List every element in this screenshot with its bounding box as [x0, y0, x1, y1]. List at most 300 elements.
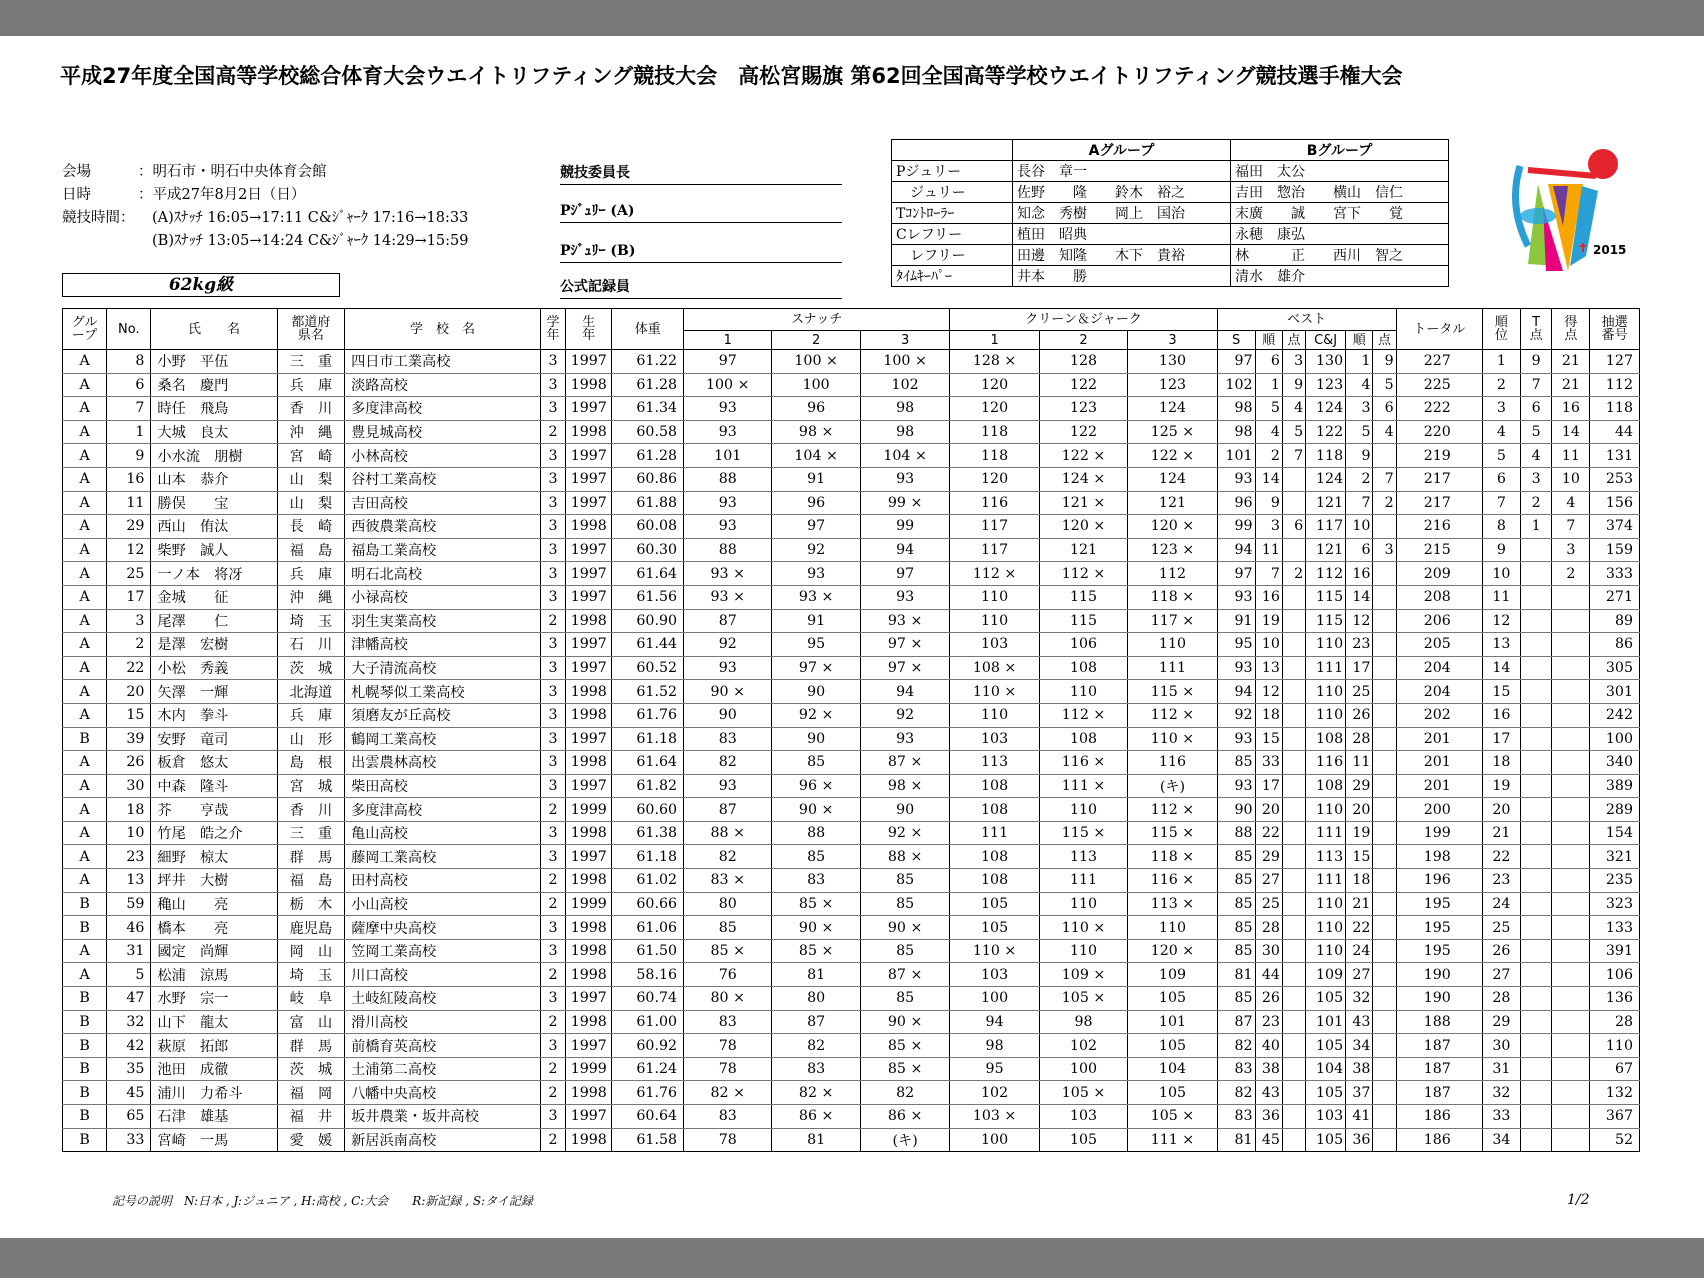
cell-best-s: 90 — [1217, 798, 1255, 822]
cell-best-s-pt — [1282, 892, 1305, 916]
cell-best-s-pt — [1282, 916, 1305, 940]
cell-tpt — [1520, 1010, 1552, 1034]
cell-snatch-3: 97 × — [860, 633, 949, 657]
cell-total: 200 — [1396, 798, 1482, 822]
cell-born: 1997 — [566, 845, 612, 869]
cell-cj-2: 115 — [1039, 585, 1127, 609]
cell-total: 195 — [1396, 916, 1482, 940]
cell-best-cj: 110 — [1306, 892, 1346, 916]
cell-cj-2: 110 — [1039, 680, 1127, 704]
cell-cj-1: 108 — [950, 845, 1039, 869]
table-row — [63, 821, 1640, 845]
cell-best-s-rank: 19 — [1255, 609, 1282, 633]
cell-born: 1997 — [566, 987, 612, 1011]
cell-draw: 235 — [1590, 869, 1640, 893]
cell-grade: 3 — [540, 987, 565, 1011]
cell-pref: 茨 城 — [277, 656, 344, 680]
cell-total: 217 — [1396, 491, 1482, 515]
cell-best-s-pt: 7 — [1282, 444, 1305, 468]
cell-rank: 10 — [1482, 562, 1520, 586]
cell-score — [1552, 892, 1590, 916]
cell-total: 186 — [1396, 1105, 1482, 1129]
cell-best-cj-pt — [1373, 798, 1396, 822]
table-row — [63, 798, 1640, 822]
cell-cj-1: 120 — [950, 467, 1039, 491]
cell-tpt — [1520, 1034, 1552, 1058]
cell-best-cj-pt — [1373, 703, 1396, 727]
cell-pref: 香 川 — [277, 798, 344, 822]
cell-draw: 391 — [1590, 939, 1640, 963]
cell-cj-1: 110 — [950, 609, 1039, 633]
cell-best-cj-rank: 28 — [1346, 727, 1373, 751]
logo-year: 2015 — [1593, 243, 1627, 257]
cell-snatch-1: 78 — [684, 1128, 772, 1152]
cell-draw: 154 — [1590, 821, 1640, 845]
cell-cj-1: 108 — [950, 774, 1039, 798]
cell-snatch-3: 97 — [860, 562, 949, 586]
cell-tpt — [1520, 562, 1552, 586]
cell-grade: 3 — [540, 656, 565, 680]
cell-best-s-rank: 12 — [1255, 680, 1282, 704]
cell-best-s: 85 — [1217, 869, 1255, 893]
cell-no: 32 — [107, 1010, 151, 1034]
cell-rank: 8 — [1482, 515, 1520, 539]
cell-draw: 156 — [1590, 491, 1640, 515]
cell-school: 須磨友が丘高校 — [345, 703, 541, 727]
cell-grade: 3 — [540, 397, 565, 421]
cell-snatch-1: 93 — [684, 774, 772, 798]
cell-best-cj-pt — [1373, 869, 1396, 893]
cell-best-s-rank: 16 — [1255, 585, 1282, 609]
cell-school: 西彼農業高校 — [345, 515, 541, 539]
cell-best-cj-pt — [1373, 633, 1396, 657]
cell-snatch-2: 81 — [772, 963, 860, 987]
cell-best-s-rank: 28 — [1255, 916, 1282, 940]
cell-born: 1997 — [566, 467, 612, 491]
cell-best-s: 82 — [1217, 1034, 1255, 1058]
cell-born: 1998 — [566, 939, 612, 963]
jury-role: レフリー — [892, 245, 1013, 266]
cell-school: 小禄高校 — [345, 585, 541, 609]
cell-best-cj-rank: 43 — [1346, 1010, 1373, 1034]
cell-score — [1552, 987, 1590, 1011]
cell-rank: 17 — [1482, 727, 1520, 751]
cell-best-s-pt — [1282, 703, 1305, 727]
cell-best-cj: 110 — [1306, 633, 1346, 657]
cell-name: 中森 隆斗 — [151, 774, 277, 798]
cell-group: A — [63, 751, 107, 775]
cell-bodyweight: 60.66 — [612, 892, 684, 916]
jury-row — [892, 224, 1449, 245]
cell-group: B — [63, 727, 107, 751]
cell-snatch-1: 83 — [684, 727, 772, 751]
cell-snatch-2: 83 — [772, 1057, 860, 1081]
cell-cj-2: 105 — [1039, 1128, 1127, 1152]
cell-best-s-pt: 4 — [1282, 397, 1305, 421]
cell-group: B — [63, 1128, 107, 1152]
cell-best-cj-pt — [1373, 680, 1396, 704]
cell-best-cj: 103 — [1306, 1105, 1346, 1129]
cell-snatch-3: 85 — [860, 939, 949, 963]
cell-best-s-rank: 38 — [1255, 1057, 1282, 1081]
cell-best-cj-rank: 10 — [1346, 515, 1373, 539]
cell-group: A — [63, 467, 107, 491]
cell-born: 1999 — [566, 1057, 612, 1081]
cell-bodyweight: 61.24 — [612, 1057, 684, 1081]
cell-tpt — [1520, 774, 1552, 798]
cell-total: 201 — [1396, 774, 1482, 798]
cell-best-cj-rank: 29 — [1346, 774, 1373, 798]
cell-group: A — [63, 633, 107, 657]
cell-no: 5 — [107, 963, 151, 987]
cell-best-cj-pt: 5 — [1373, 373, 1396, 397]
cell-no: 16 — [107, 467, 151, 491]
cell-best-cj-pt — [1373, 845, 1396, 869]
cell-cj-2: 115 × — [1039, 821, 1127, 845]
cell-born: 1997 — [566, 727, 612, 751]
cell-no: 18 — [107, 798, 151, 822]
cell-cj-2: 100 — [1039, 1057, 1127, 1081]
cell-best-cj-pt: 7 — [1373, 467, 1396, 491]
cell-tpt — [1520, 1128, 1552, 1152]
cell-school: 吉田高校 — [345, 491, 541, 515]
cell-born: 1997 — [566, 397, 612, 421]
cell-school: 出雲農林高校 — [345, 751, 541, 775]
jury-header-row — [892, 140, 1449, 161]
cell-snatch-2: 86 × — [772, 1105, 860, 1129]
cell-snatch-1: 97 — [684, 350, 772, 374]
cell-name: 橋本 亮 — [151, 916, 277, 940]
cell-snatch-2: 82 × — [772, 1081, 860, 1105]
cell-name: 小松 秀義 — [151, 656, 277, 680]
cell-tpt — [1520, 798, 1552, 822]
cell-bodyweight: 60.86 — [612, 467, 684, 491]
cell-snatch-3: 90 — [860, 798, 949, 822]
col-best: ベスト — [1217, 309, 1396, 331]
cell-cj-1: 102 — [950, 1081, 1039, 1105]
cell-cj-1: 105 — [950, 916, 1039, 940]
cell-best-cj: 101 — [1306, 1010, 1346, 1034]
cell-pref: 三 重 — [277, 821, 344, 845]
cell-tpt — [1520, 1081, 1552, 1105]
cell-bodyweight: 61.58 — [612, 1128, 684, 1152]
cell-school: 土浦第二高校 — [345, 1057, 541, 1081]
cell-born: 1997 — [566, 1034, 612, 1058]
cell-born: 1999 — [566, 892, 612, 916]
jury-b: 林 正 西川 智之 — [1231, 245, 1449, 266]
cell-pref: 福 岡 — [277, 1081, 344, 1105]
cell-cj-2: 111 — [1039, 869, 1127, 893]
cell-cj-2: 105 × — [1039, 1081, 1127, 1105]
cell-draw: 305 — [1590, 656, 1640, 680]
cell-draw: 28 — [1590, 1010, 1640, 1034]
cell-best-s-rank: 20 — [1255, 798, 1282, 822]
table-row — [63, 444, 1640, 468]
cell-score — [1552, 1057, 1590, 1081]
cell-best-cj-pt — [1373, 987, 1396, 1011]
cell-rank: 6 — [1482, 467, 1520, 491]
cell-best-s-pt — [1282, 869, 1305, 893]
cell-snatch-2: 88 — [772, 821, 860, 845]
cell-best-cj-pt: 9 — [1373, 350, 1396, 374]
cell-best-s-pt — [1282, 821, 1305, 845]
cell-school: 鶴岡工業高校 — [345, 727, 541, 751]
cell-bodyweight: 61.76 — [612, 703, 684, 727]
cell-school: 前橋育英高校 — [345, 1034, 541, 1058]
cell-tpt — [1520, 821, 1552, 845]
cell-best-cj: 110 — [1306, 916, 1346, 940]
cell-draw: 132 — [1590, 1081, 1640, 1105]
cell-born: 1998 — [566, 515, 612, 539]
cell-best-cj-rank: 11 — [1346, 751, 1373, 775]
cell-bodyweight: 60.74 — [612, 987, 684, 1011]
cell-grade: 3 — [540, 491, 565, 515]
table-row — [63, 1081, 1640, 1105]
cell-school: 薩摩中央高校 — [345, 916, 541, 940]
cell-score — [1552, 727, 1590, 751]
cell-cj-3: 117 × — [1128, 609, 1217, 633]
cell-tpt — [1520, 916, 1552, 940]
cell-total: 190 — [1396, 987, 1482, 1011]
cell-bodyweight: 60.52 — [612, 656, 684, 680]
cell-bodyweight: 58.16 — [612, 963, 684, 987]
cell-best-cj: 123 — [1306, 373, 1346, 397]
cell-cj-3: (キ) — [1128, 774, 1217, 798]
cell-group: A — [63, 656, 107, 680]
cell-name: 山本 恭介 — [151, 467, 277, 491]
cell-cj-1: 108 × — [950, 656, 1039, 680]
cell-score: 4 — [1552, 491, 1590, 515]
cell-score — [1552, 703, 1590, 727]
cell-best-cj-pt — [1373, 892, 1396, 916]
table-row — [63, 609, 1640, 633]
cell-cj-2: 110 — [1039, 892, 1127, 916]
cell-group: A — [63, 963, 107, 987]
jury-table — [891, 139, 1449, 287]
table-row — [63, 845, 1640, 869]
cell-total: 202 — [1396, 703, 1482, 727]
cell-grade: 3 — [540, 774, 565, 798]
cell-score — [1552, 939, 1590, 963]
cell-snatch-1: 87 — [684, 798, 772, 822]
cell-cj-1: 98 — [950, 1034, 1039, 1058]
cell-best-s: 85 — [1217, 939, 1255, 963]
cell-rank: 15 — [1482, 680, 1520, 704]
cell-snatch-1: 90 — [684, 703, 772, 727]
cell-bodyweight: 61.52 — [612, 680, 684, 704]
cell-no: 35 — [107, 1057, 151, 1081]
cell-bodyweight: 61.82 — [612, 774, 684, 798]
cell-snatch-2: 92 — [772, 538, 860, 562]
cell-total: 204 — [1396, 656, 1482, 680]
table-row — [63, 373, 1640, 397]
cell-snatch-2: 96 — [772, 397, 860, 421]
cell-score — [1552, 1105, 1590, 1129]
cell-total: 198 — [1396, 845, 1482, 869]
table-row — [63, 1105, 1640, 1129]
cell-cj-2: 121 — [1039, 538, 1127, 562]
cell-best-s-pt — [1282, 1034, 1305, 1058]
cell-snatch-1: 93 — [684, 397, 772, 421]
cell-draw: 389 — [1590, 774, 1640, 798]
cell-cj-3: 130 — [1128, 350, 1217, 374]
cell-cj-3: 111 × — [1128, 1128, 1217, 1152]
cell-best-s: 87 — [1217, 1010, 1255, 1034]
cell-tpt — [1520, 1105, 1552, 1129]
cell-cj-1: 113 — [950, 751, 1039, 775]
cell-cj-3: 105 — [1128, 1034, 1217, 1058]
cell-total: 186 — [1396, 1128, 1482, 1152]
cell-best-s: 92 — [1217, 703, 1255, 727]
cell-snatch-1: 90 × — [684, 680, 772, 704]
cell-cj-1: 112 × — [950, 562, 1039, 586]
cell-snatch-2: 85 × — [772, 939, 860, 963]
cell-best-cj-rank: 19 — [1346, 821, 1373, 845]
cell-cj-3: 113 × — [1128, 892, 1217, 916]
cell-school: 淡路高校 — [345, 373, 541, 397]
cell-score — [1552, 585, 1590, 609]
cell-pref: 沖 縄 — [277, 420, 344, 444]
cell-best-s: 82 — [1217, 1081, 1255, 1105]
results-body — [63, 350, 1640, 1152]
cell-cj-3: 105 — [1128, 1081, 1217, 1105]
cell-bodyweight: 61.56 — [612, 585, 684, 609]
cell-snatch-3: 97 × — [860, 656, 949, 680]
cell-group: B — [63, 1105, 107, 1129]
cell-snatch-3: 87 × — [860, 751, 949, 775]
cell-score — [1552, 1128, 1590, 1152]
time-b-value: (B)ｽﾅｯﾁ 13:05→14:24 C&ｼﾞｬｰｸ 14:29→15:59 — [152, 233, 469, 249]
cell-group: B — [63, 892, 107, 916]
cell-pref: 三 重 — [277, 350, 344, 374]
cell-name: 水野 宗一 — [151, 987, 277, 1011]
cell-best-cj: 105 — [1306, 1034, 1346, 1058]
cell-grade: 2 — [540, 1057, 565, 1081]
cell-best-cj: 111 — [1306, 656, 1346, 680]
cell-best-cj-rank: 34 — [1346, 1034, 1373, 1058]
cell-snatch-3: 93 — [860, 467, 949, 491]
cell-best-s-rank: 23 — [1255, 1010, 1282, 1034]
cell-cj-1: 118 — [950, 420, 1039, 444]
cell-no: 33 — [107, 1128, 151, 1152]
cell-cj-2: 123 — [1039, 397, 1127, 421]
cell-best-cj-rank: 1 — [1346, 350, 1373, 374]
cell-score — [1552, 963, 1590, 987]
cell-pref: 山 形 — [277, 727, 344, 751]
cell-best-cj-pt — [1373, 515, 1396, 539]
cell-best-s: 85 — [1217, 987, 1255, 1011]
cell-born: 1997 — [566, 562, 612, 586]
cell-pref: 宮 崎 — [277, 444, 344, 468]
jury-b: 吉田 惣治 横山 信仁 — [1231, 182, 1449, 203]
cell-snatch-2: 85 × — [772, 892, 860, 916]
cell-tpt: 5 — [1520, 420, 1552, 444]
cell-cj-2: 112 × — [1039, 562, 1127, 586]
cell-best-s-pt: 5 — [1282, 420, 1305, 444]
cell-best-s-rank: 45 — [1255, 1128, 1282, 1152]
cell-school: 土岐紅陵高校 — [345, 987, 541, 1011]
cell-group: B — [63, 916, 107, 940]
cell-score — [1552, 609, 1590, 633]
cell-name: 勝俣 宝 — [151, 491, 277, 515]
cell-best-s: 93 — [1217, 774, 1255, 798]
cell-no: 22 — [107, 656, 151, 680]
official-pjury-a: Pｼﾞｭﾘｰ (A) — [560, 200, 842, 223]
cell-rank: 31 — [1482, 1057, 1520, 1081]
cell-best-cj: 105 — [1306, 1128, 1346, 1152]
cell-name: 矢澤 一輝 — [151, 680, 277, 704]
cell-best-s-pt — [1282, 798, 1305, 822]
cell-no: 3 — [107, 609, 151, 633]
cell-school: 坂井農業・坂井高校 — [345, 1105, 541, 1129]
cell-snatch-1: 83 × — [684, 869, 772, 893]
cell-best-s-pt — [1282, 633, 1305, 657]
cell-no: 17 — [107, 585, 151, 609]
jury-a: 佐野 隆 鈴木 裕之 — [1013, 182, 1231, 203]
table-row — [63, 963, 1640, 987]
cell-best-cj-pt — [1373, 1034, 1396, 1058]
cell-snatch-2: 104 × — [772, 444, 860, 468]
cell-snatch-1: 80 × — [684, 987, 772, 1011]
cell-grade: 3 — [540, 467, 565, 491]
viewer-top-bar — [0, 0, 1704, 36]
cell-snatch-3: 104 × — [860, 444, 949, 468]
cell-grade: 2 — [540, 609, 565, 633]
cell-total: 195 — [1396, 892, 1482, 916]
cell-name: 浦川 力希斗 — [151, 1081, 277, 1105]
table-row — [63, 1128, 1640, 1152]
cell-draw: 301 — [1590, 680, 1640, 704]
cell-score — [1552, 1010, 1590, 1034]
cell-score — [1552, 633, 1590, 657]
cell-best-s-pt — [1282, 939, 1305, 963]
official-pjury-b: Pｼﾞｭﾘｰ (B) — [560, 240, 842, 263]
table-row — [63, 656, 1640, 680]
cell-born: 1998 — [566, 869, 612, 893]
cell-cj-2: 108 — [1039, 727, 1127, 751]
cell-best-s-pt: 3 — [1282, 350, 1305, 374]
cell-best-s-pt — [1282, 1128, 1305, 1152]
cell-total: 206 — [1396, 609, 1482, 633]
cell-cj-2: 111 × — [1039, 774, 1127, 798]
col-cj: クリーン＆ジャーク — [950, 309, 1217, 331]
cell-bodyweight: 61.38 — [612, 821, 684, 845]
cell-cj-1: 95 — [950, 1057, 1039, 1081]
cell-cj-1: 118 — [950, 444, 1039, 468]
cell-cj-3: 125 × — [1128, 420, 1217, 444]
official-recorder: 公式記録員 — [560, 276, 842, 299]
cell-best-s-pt: 6 — [1282, 515, 1305, 539]
cell-grade: 2 — [540, 1010, 565, 1034]
time-a-value: (A)ｽﾅｯﾁ 16:05→17:11 C&ｼﾞｬｰｸ 17:16→18:33 — [152, 210, 469, 226]
cell-snatch-2: 90 — [772, 727, 860, 751]
cell-best-cj: 122 — [1306, 420, 1346, 444]
cell-snatch-1: 87 — [684, 609, 772, 633]
cell-cj-1: 103 × — [950, 1105, 1039, 1129]
cell-draw: 159 — [1590, 538, 1640, 562]
cell-bodyweight: 61.64 — [612, 562, 684, 586]
cell-rank: 23 — [1482, 869, 1520, 893]
cell-snatch-2: 97 × — [772, 656, 860, 680]
cell-rank: 29 — [1482, 1010, 1520, 1034]
cell-group: A — [63, 585, 107, 609]
cell-snatch-1: 82 — [684, 751, 772, 775]
cell-group: A — [63, 515, 107, 539]
cell-school: 多度津高校 — [345, 397, 541, 421]
cell-grade: 2 — [540, 1081, 565, 1105]
cell-snatch-3: 86 × — [860, 1105, 949, 1129]
cell-best-s: 93 — [1217, 656, 1255, 680]
